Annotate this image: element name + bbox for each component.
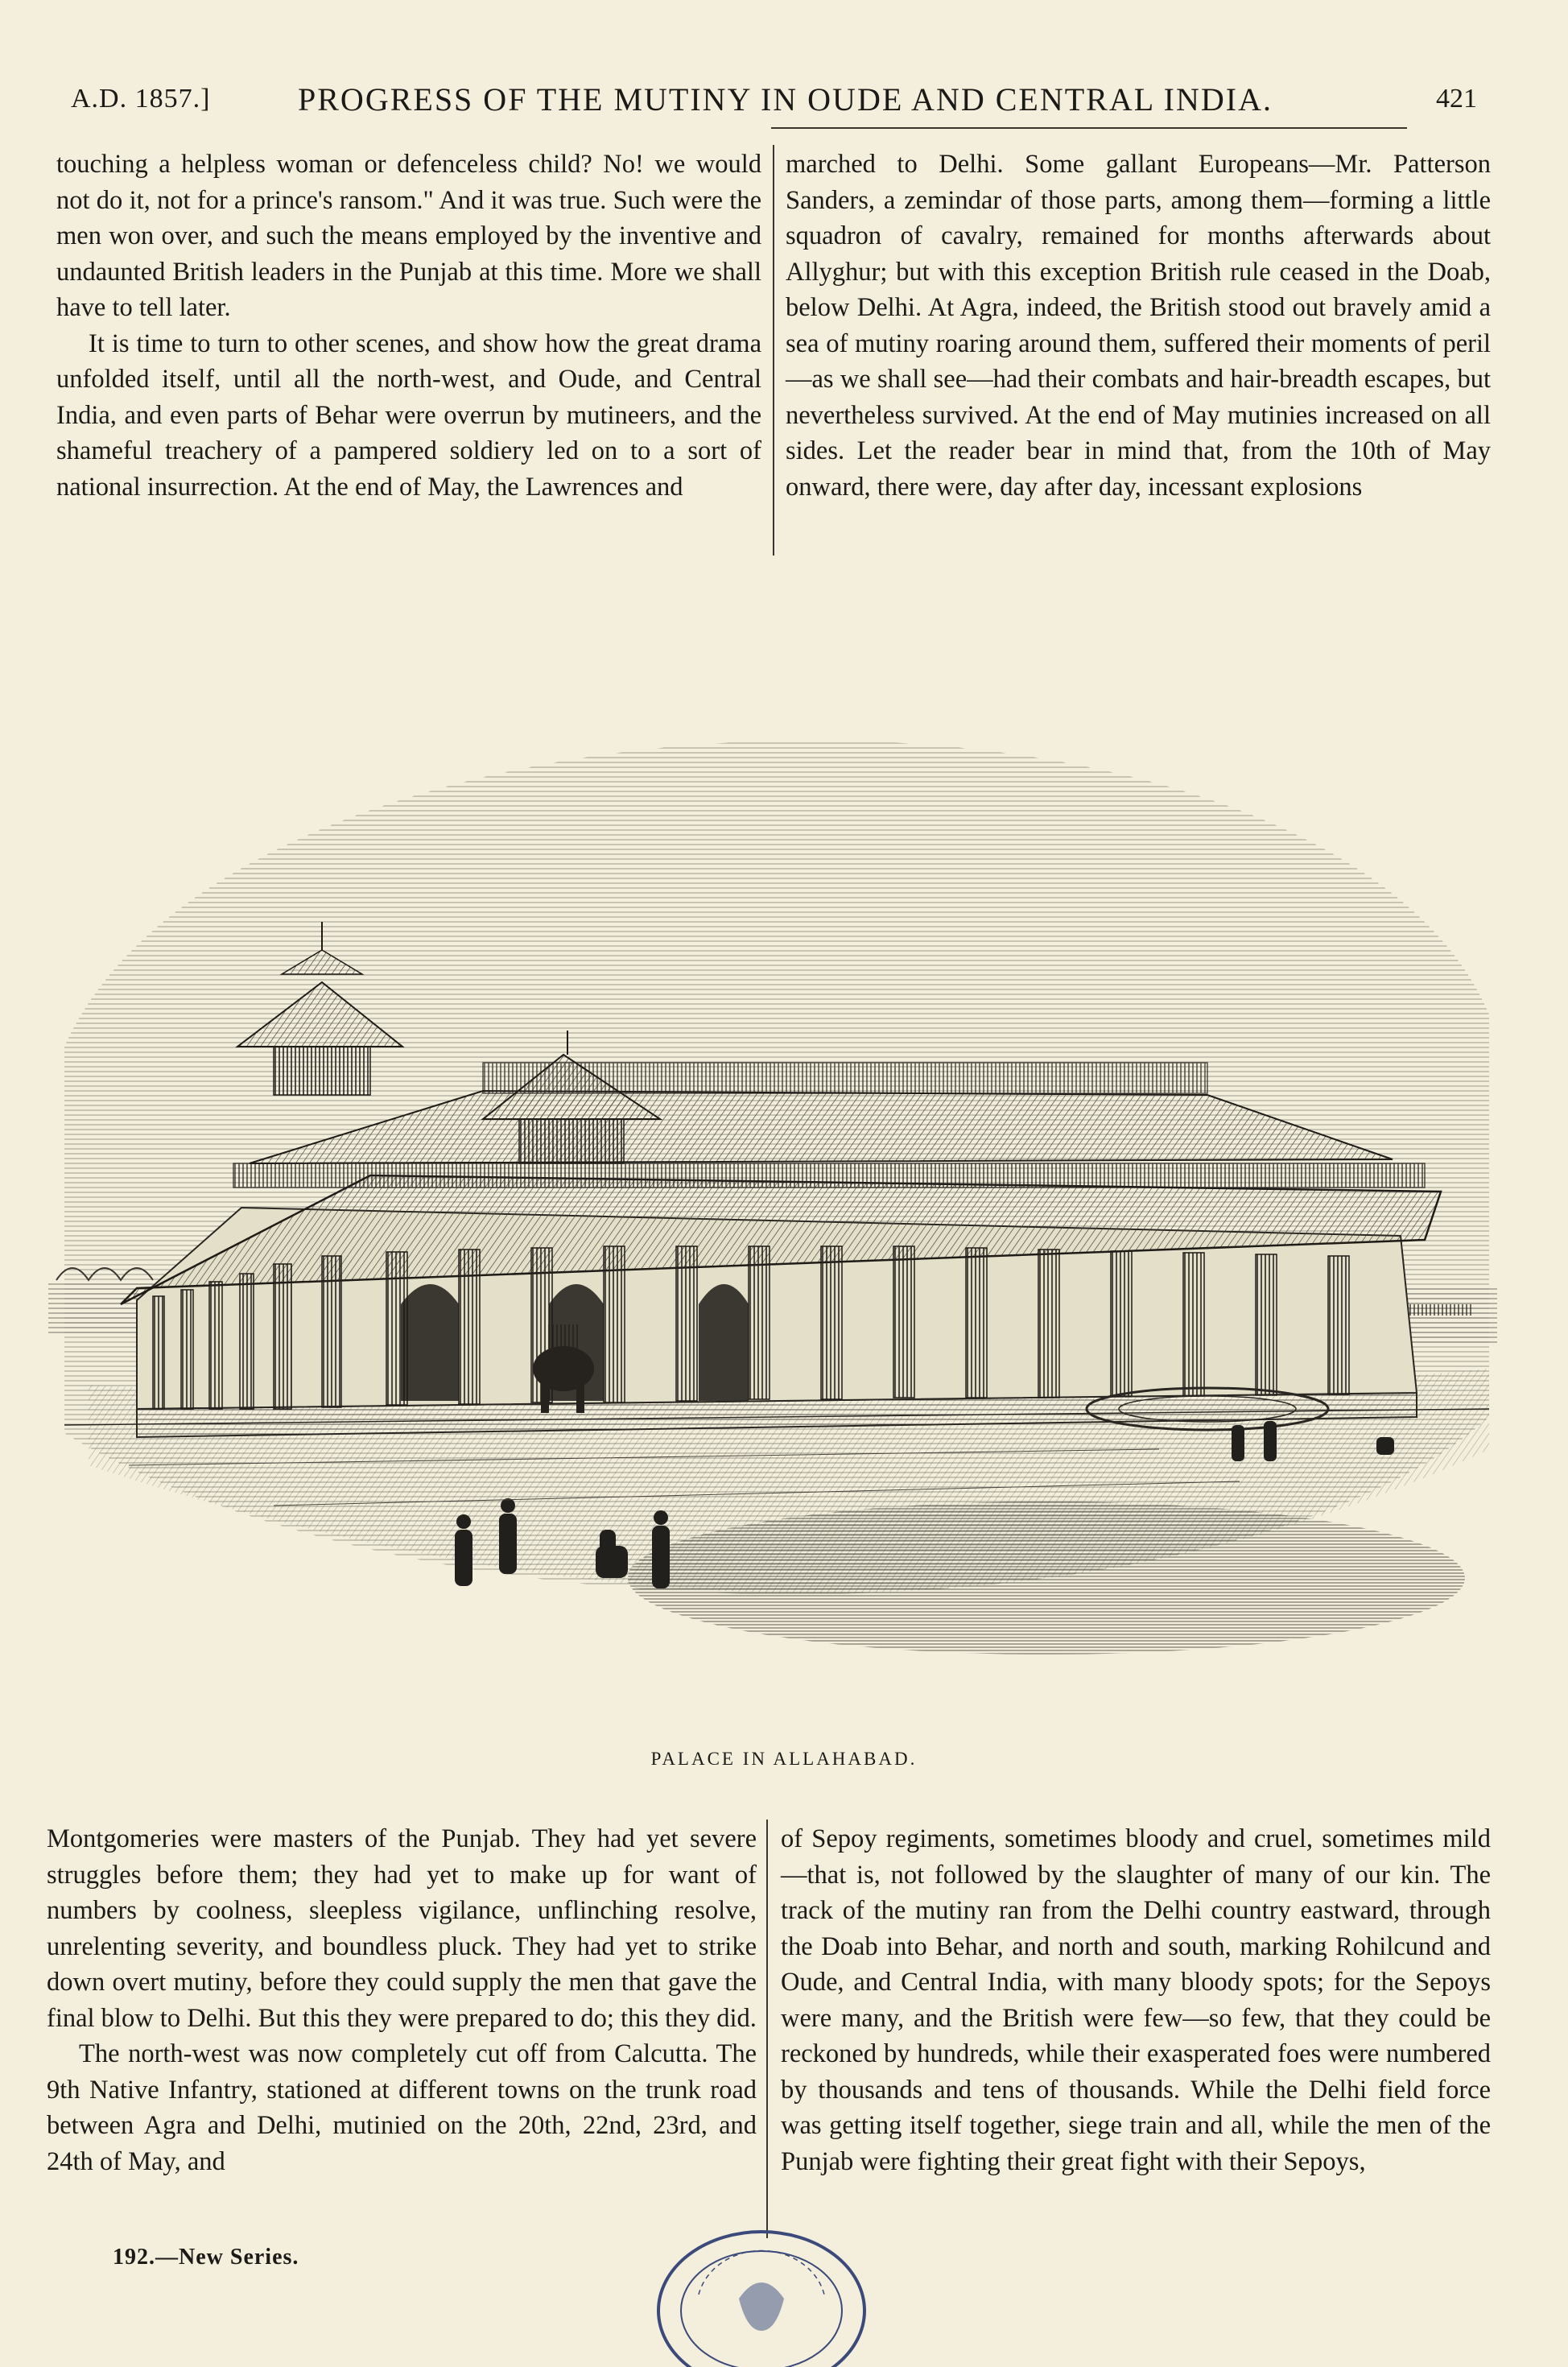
page-number: 421 [1436,84,1477,114]
header-rule [771,127,1407,129]
header-date: A.D. 1857.] [71,84,211,114]
header-title: PROGRESS OF THE MUTINY IN OUDE AND CENTRAL INDIA. [298,81,1273,118]
paragraph: The north-west was now completely cut off from Calcutta. The 9th Native Infantry, stationed at different towns on the trunk road between Agra and Delhi, mutinied on the 20th, 22nd, 23rd, and 24th of May, and [47,2039,757,2176]
top-right-column [786,147,1491,505]
signature-mark: 192.—New Series. [113,2245,299,2270]
library-stamp [650,2222,873,2367]
top-left-column [56,147,761,505]
running-header [0,81,1568,129]
illustration-caption: PALACE IN ALLAHABAD. [650,1749,918,1769]
paragraph: Montgomeries were masters of the Punjab. They had yet severe struggles before them; they had yet to make up for want of numbers by coolness, sleepless vigilance, unflinching resolve, unrelenting severity, and boundless pluck. They had yet to strike down overt mutiny, before they could supply the men that gave the final blow to Delhi. But this they were prepared to do; this they did. [47,1824,757,2033]
bottom-left-column [47,1821,757,2179]
paragraph: marched to Delhi. Some gallant Europeans—Mr. Patterson Sanders, a zemindar of those parts, among them—forming a little squadron of cavalry, remained for months afterwards about Allyghur; but with this exception British rule ceased in the Doab, below Delhi. At Agra, indeed, the British stood out bravely amid a sea of mutiny roaring around them, suffered their moments of peril—as we shall see—had their combats and hair-breadth escapes, but nevertheless survived. At the end of May mutinies increased on all sides. Let the reader bear in mind that, from the 10th of May onward, there were, day after day, incessant explosions [786,150,1491,502]
paragraph: of Sepoy regiments, sometimes bloody and cruel, sometimes mild—that is, not followed by the slaughter of many of our kin. The track of the mutiny ran from the Delhi country eastward, through the Doab into Behar, and north and south, marking Rohilcund and Oude, and Central India, with many bloody spots; for the Sepoys were many, and the British were few—so few, that they could be reckoned by hundreds, while their exasperated foes were numbered by thousands and tens of thousands. While the Delhi field force was getting itself together, siege train and all, while the men of the Punjab were fighting their great fight with their Sepoys, [781,1824,1491,2176]
palace-engraving [32,596,1537,1739]
paragraph: It is time to turn to other scenes, and show how the great drama unfolded itself, until all the north-west, and Oude, and Central India, and even parts of Behar were overrun by mutineers, and the shameful treachery of a pampered soldiery led on to a sort of national insurrection. At the end of May, the Lawrences and [56,328,761,502]
column-rule [766,1820,768,2238]
paragraph: touching a helpless woman or defenceless child? No! we would not do it, not for a prince's ransom." And it was true. Such were the men won over, and such the means employed by the inventive and undaunted British leaders in the Punjab at this time. More we shall have to tell later. [56,150,761,322]
column-rule [773,145,774,556]
bottom-right-column [781,1821,1491,2179]
